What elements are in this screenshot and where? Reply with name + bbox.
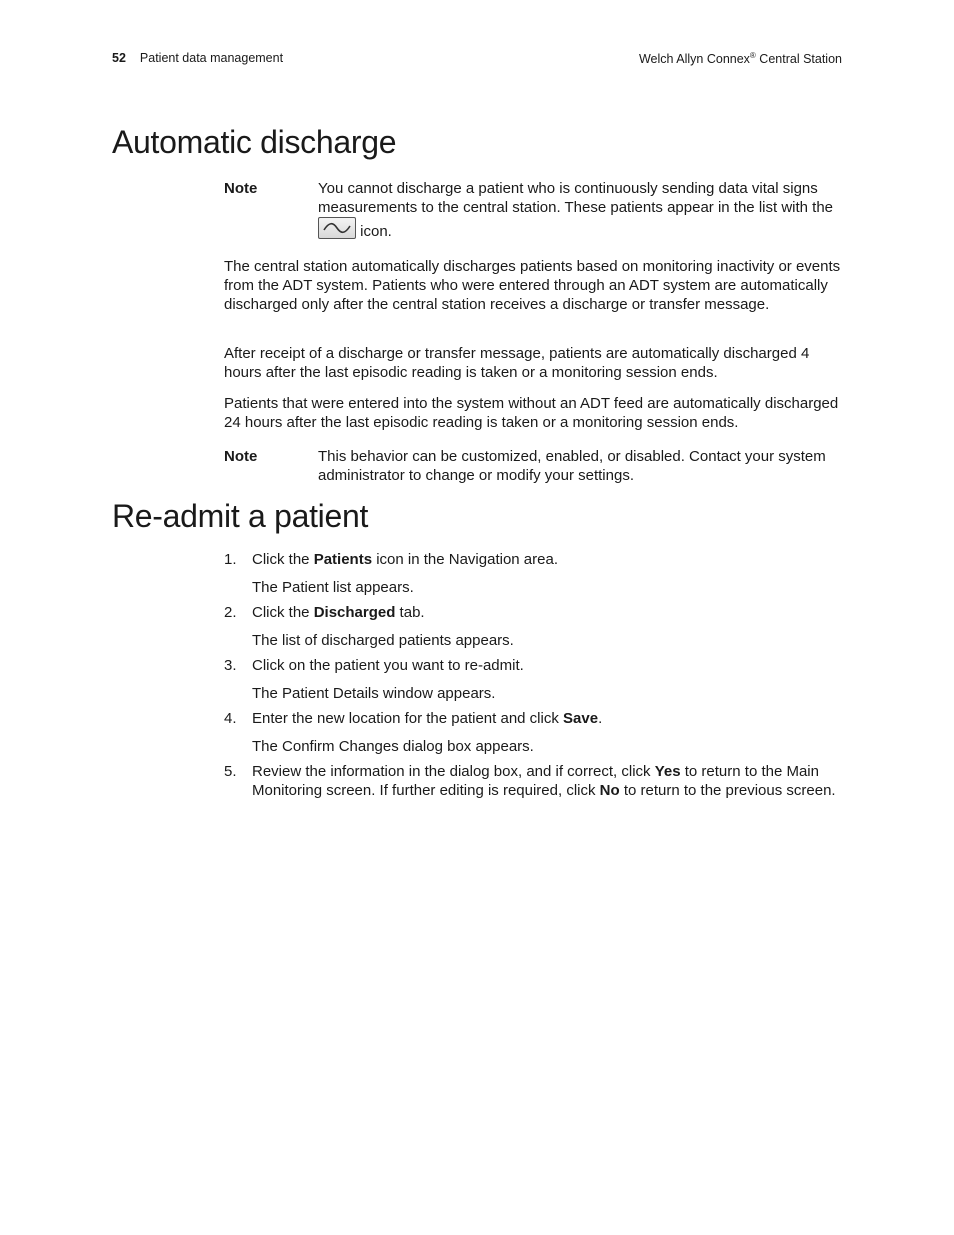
note-text-part-a: You cannot discharge a patient who is continuously sending data vital signs measurements to the central station. These patients appear in the list with the — [318, 180, 834, 216]
step-ui-term: No — [599, 782, 620, 799]
step-number: 3. — [224, 657, 237, 674]
step-result: The Patient Details window appears. — [252, 685, 496, 702]
step-text — [252, 550, 844, 569]
step-result: The Confirm Changes dialog box appears. — [252, 738, 534, 755]
product-name: Welch Allyn Connex — [638, 52, 750, 67]
note-block — [224, 447, 844, 485]
note-text: This behavior can be customized, enabled, or disabled. Contact your system administrator to change or modify your settings. — [318, 448, 826, 484]
page-header — [112, 51, 842, 69]
note-block — [224, 179, 844, 241]
step-text-part: tab. — [395, 604, 425, 621]
paragraph: Patients that were entered into the system without an ADT feed are automatically discharged 24 hours after the last episodic reading is taken or a monitoring session ends. — [224, 395, 839, 431]
step-text-part: to return to the previous screen. — [619, 782, 836, 799]
step-number: 4. — [224, 710, 237, 727]
continuous-monitoring-icon — [318, 217, 356, 239]
step-ui-term: Yes — [654, 763, 681, 780]
step-text — [252, 603, 844, 622]
paragraph: The central station automatically discharges patients based on monitoring inactivity or events from the ADT system. Patients who were entered through an ADT system are automatically discharged only after the central station receives a discharge or transfer message. — [224, 258, 841, 313]
note-text — [318, 179, 844, 241]
header-right — [639, 51, 842, 66]
step-number: 1. — [224, 551, 237, 568]
note-label: Note — [224, 180, 258, 197]
step-text-part: . — [598, 710, 603, 727]
step-item — [224, 709, 844, 728]
step-ui-term: Save — [563, 710, 599, 727]
step-item — [224, 762, 844, 800]
heading-readmit-patient: Re-admit a patient — [112, 498, 369, 534]
heading-automatic-discharge: Automatic discharge — [112, 124, 397, 160]
page-number: 52 — [112, 51, 126, 65]
step-number: 2. — [224, 604, 237, 621]
step-text-part: icon in the Navigation area. — [372, 551, 558, 568]
step-text-part: to return to the Main Monitoring screen. If further editing is required, click — [252, 763, 819, 799]
step-text-part: Enter the new location for the patient and click — [252, 710, 564, 727]
registered-mark: ® — [749, 51, 756, 60]
note-label: Note — [224, 448, 258, 465]
step-number: 5. — [224, 763, 237, 780]
step-text-part: Click the — [252, 604, 314, 621]
paragraph: After receipt of a discharge or transfer message, patients are automatically discharged 4 hours after the last episodic reading is taken or a monitoring session ends. — [224, 345, 810, 381]
header-left — [112, 51, 283, 65]
step-text-part: Click the — [252, 551, 314, 568]
note-text-part-b: icon. — [356, 223, 392, 240]
step-text — [252, 709, 844, 728]
step-ui-term: Patients — [313, 551, 373, 568]
step-result: The Patient list appears. — [252, 579, 414, 596]
step-item — [224, 603, 844, 622]
step-ui-term: Discharged — [313, 604, 396, 621]
step-text — [252, 656, 844, 675]
section-title: Patient data management — [139, 51, 284, 65]
step-item — [224, 656, 844, 675]
product-suffix: Central Station — [755, 52, 842, 67]
step-text-part: Click on the patient you want to re-admit. — [252, 657, 524, 674]
step-item — [224, 550, 844, 569]
step-text-part: Review the information in the dialog box, and if correct, click — [252, 763, 655, 780]
step-result: The list of discharged patients appears. — [252, 632, 514, 649]
step-text — [252, 762, 844, 800]
